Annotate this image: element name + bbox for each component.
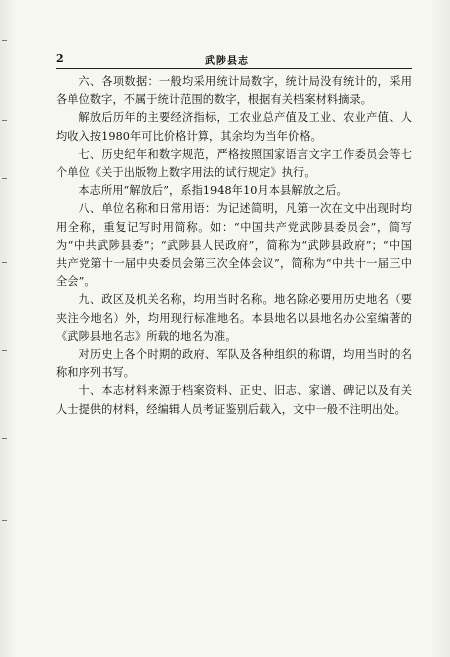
paragraph-place-names: 九、政区及机关名称，均用当时名称。地名除必要用历史地名（要夹注今地名）外，均用现行标准地名。本县地名以县地名办公室编著的《武陟县地名志》所载的地名为准。 xyxy=(56,293,412,343)
paragraph-liberation-definition: 本志所用“解放后”，系指1948年10月本县解放之后。 xyxy=(78,184,348,198)
paragraph-number-standards: 七、历史纪年和数字规范，严格按照国家语言文字工作委员会等七个单位《关于出版物上数字用法的试行规定》执行。 xyxy=(56,147,412,180)
binding-mark xyxy=(2,40,7,41)
binding-mark xyxy=(2,120,7,121)
binding-mark xyxy=(2,350,7,351)
paragraph-data-sources: 六、各项数据：一般均采用统计局数字，统计局没有统计的，采用各单位数字，不属于统计范围的数字，根据有关档案材料摘录。 xyxy=(56,75,412,107)
binding-mark xyxy=(2,520,7,521)
paragraph-economic-indicators: 解放后历年的主要经济指标，工农业总产值及工业、农业产值、人均收入按1980年可比价格计算，其余均为当年价格。 xyxy=(56,111,412,143)
paragraph-unit-names: 八、单位名称和日常用语：为记述简明，凡第一次在文中出现时均用全称，重复记写时用简称。如：“中国共产党武陟县委员会”，简写为“中共武陟县委”；“武陟县人民政府”，简称为“武陟县政府”；“中国共产党第十一届中央委员会第三次全体会议”，简称为“中共十一届三中全会”。 xyxy=(56,202,412,289)
header-rule xyxy=(56,68,412,69)
paragraph-organization-names: 对历史上各个时期的政府、军队及各种组织的称谓，均用当时的名称和序列书写。 xyxy=(56,348,412,380)
running-title: 武陟县志 xyxy=(205,56,249,67)
paragraph-material-sources: 十、本志材料来源于档案资料、正史、旧志、家谱、碑记以及有关人士提供的材料，经编辑人员考证鉴别后载入，文中一般不注明出处。 xyxy=(56,384,412,416)
binding-mark xyxy=(2,438,7,439)
body-text xyxy=(56,73,412,419)
binding-mark xyxy=(2,262,7,263)
binding-mark xyxy=(2,178,7,179)
page-number: 2 xyxy=(56,52,64,65)
binding-edge xyxy=(2,0,8,657)
